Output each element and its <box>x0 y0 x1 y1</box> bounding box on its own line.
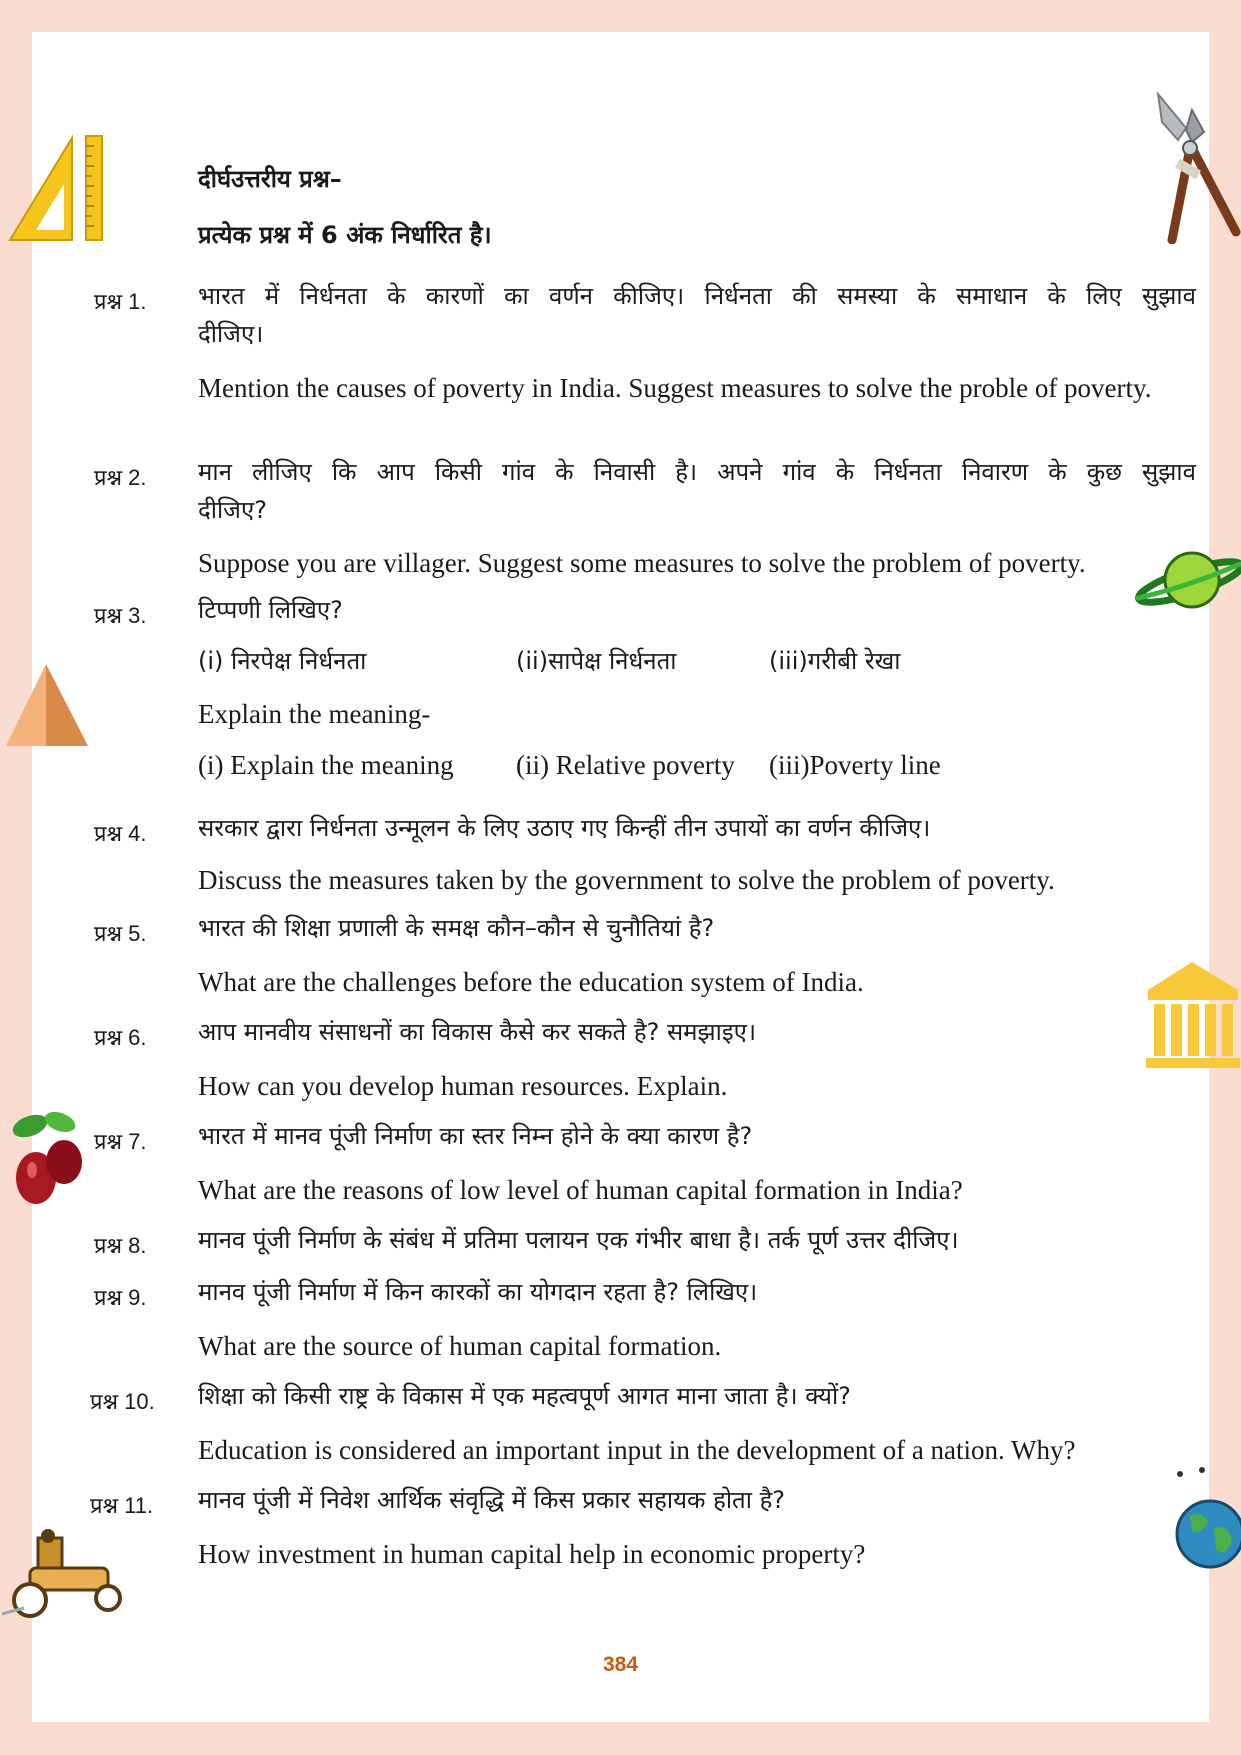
question-label: प्रश्न 3. <box>94 603 147 628</box>
question-english: What are the challenges before the education system of India. <box>198 967 864 997</box>
question-label: प्रश्न 6. <box>94 1025 147 1050</box>
question-hindi-line2: दीजिए। <box>198 320 264 348</box>
hindi-option-2: (ii)सापेक्ष निर्धनता <box>516 647 677 675</box>
question-hindi-line1: मान लीजिए कि आप किसी गांव के निवासी है। अपने गांव के निर्धनता निवारण के कुछ सुझाव <box>198 458 1196 486</box>
question-hindi: मानव पूंजी निर्माण के संबंध में प्रतिमा पलायन एक गंभीर बाधा है। तर्क पूर्ण उत्तर दीजिए। <box>198 1226 959 1254</box>
question-hindi: आप मानवीय संसाधनों का विकास कैसे कर सकते है? समझाइए। <box>198 1018 757 1046</box>
pyramid-icon <box>2 660 90 748</box>
page-number: 384 <box>602 1653 639 1676</box>
question-label: प्रश्न 11. <box>90 1493 154 1518</box>
english-option-1: (i) Explain the meaning <box>198 750 454 780</box>
question-hindi: टिप्पणी लिखिए? <box>198 596 343 624</box>
question-hindi: मानव पूंजी में निवेश आर्थिक संवृद्धि में किस प्रकार सहायक होता है? <box>198 1486 786 1514</box>
question-label: प्रश्न 4. <box>94 821 147 846</box>
english-option-2: (ii) Relative poverty <box>516 750 735 780</box>
question-label: प्रश्न 5. <box>94 921 147 946</box>
question-hindi-line1: भारत में निर्धनता के कारणों का वर्णन कीजिए। निर्धनता की समस्या के समाधान के लिए सुझाव <box>198 282 1196 310</box>
question-label: प्रश्न 10. <box>90 1389 155 1414</box>
question-hindi: भारत में मानव पूंजी निर्माण का स्तर निम्न होने के क्या कारण है? <box>198 1122 753 1150</box>
question-hindi: सरकार द्वारा निर्धनता उन्मूलन के लिए उठाए गए किन्हीं तीन उपायों का वर्णन कीजिए। <box>198 814 931 842</box>
question-english: Education is considered an important input in the development of a nation. Why? <box>198 1435 1076 1465</box>
question-hindi: भारत की शिक्षा प्रणाली के समक्ष कौन–कौन से चुनौतियां है? <box>198 914 715 942</box>
question-english: What are the source of human capital formation. <box>198 1331 722 1361</box>
question-english: Mention the causes of poverty in India. Suggest measures to solve the proble of poverty. <box>198 373 1152 403</box>
hindi-option-1: (i) निरपेक्ष निर्धनता <box>198 647 367 675</box>
question-label: प्रश्न 8. <box>94 1233 147 1258</box>
hindi-option-3: (iii)गरीबी रेखा <box>769 647 901 675</box>
question-english: Discuss the measures taken by the government to solve the problem of poverty. <box>198 865 1055 895</box>
question-english: Explain the meaning- <box>198 699 431 729</box>
question-label: प्रश्न 1. <box>94 289 147 314</box>
question-english: Suppose you are villager. Suggest some measures to solve the problem of poverty. <box>198 548 1086 578</box>
question-english: What are the reasons of low level of human capital formation in India? <box>198 1175 963 1205</box>
english-option-3: (iii)Poverty line <box>769 750 941 780</box>
question-english: How can you develop human resources. Explain. <box>198 1071 728 1101</box>
question-label: प्रश्न 9. <box>94 1285 147 1310</box>
marks-note: प्रत्येक प्रश्न में 6 अंक निर्धारित है। <box>198 221 492 249</box>
question-hindi-line2: दीजिए? <box>198 496 267 524</box>
set-square-ruler-icon <box>6 132 106 244</box>
question-label: प्रश्न 2. <box>94 465 147 490</box>
question-english: How investment in human capital help in economic property? <box>198 1539 866 1569</box>
question-label: प्रश्न 7. <box>94 1129 147 1154</box>
section-title: दीर्घउत्तरीय प्रश्न– <box>198 165 342 193</box>
fruit-leaves-icon <box>6 1104 88 1208</box>
question-hindi: शिक्षा को किसी राष्ट्र के विकास में एक महत्वपूर्ण आगत माना जाता है। क्यों? <box>198 1382 851 1410</box>
vintage-car-icon <box>0 1528 128 1620</box>
question-hindi: मानव पूंजी निर्माण में किन कारकों का योगदान रहता है? लिखिए। <box>198 1278 758 1306</box>
pruning-shears-icon <box>1152 92 1241 244</box>
